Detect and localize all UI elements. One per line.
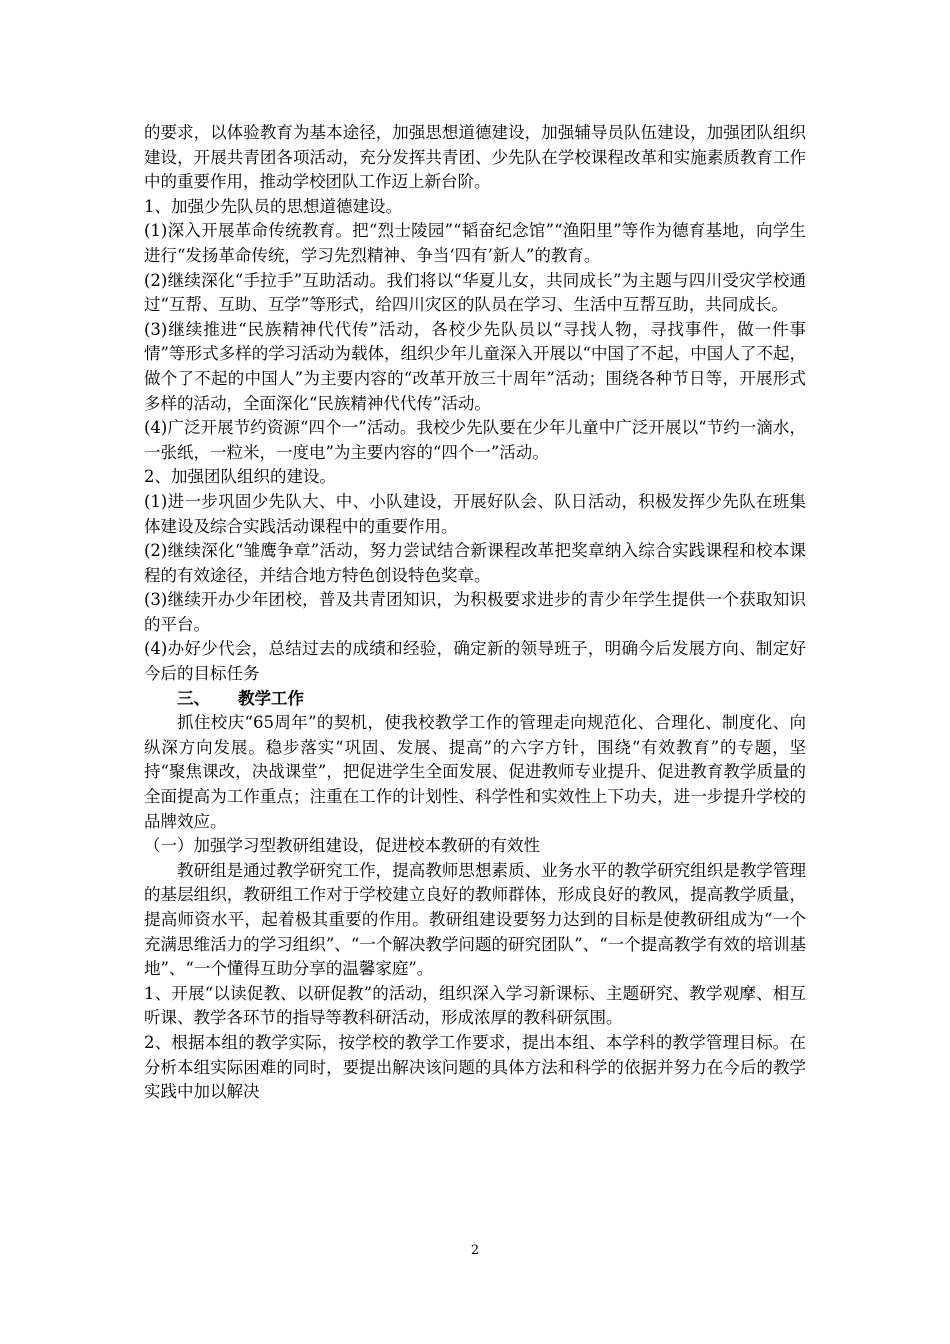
paragraph-teaching-intro: 抓住校庆“65周年”的契机，使我校教学工作的管理走向规范化、合理化、制度化、向纵深方向发展。稳步落实“巩固、发展、提高”的六字方针，围绕“有效教育”的专题，坚持“聚焦课改，决战课堂”，把促进学生全面发展、促进教师专业提升、促进教育教学质量的全面提高为工作重点；注重在工作的计划性、科学性和实效性上下功夫，进一步提升学校的品牌效应。 — [144, 713, 806, 831]
paragraph-intro: 的要求，以体验教育为基本途径，加强思想道德建设，加强辅导员队伍建设，加强团队组织建设，开展共青团各项活动，充分发挥共青团、少先队在学校课程改革和实施素质教育工作中的重要作用，推动学校团队工作迈上新台阶。 — [144, 123, 806, 192]
paragraph-item-1-4: (4)广泛开展节约资源“四个一”活动。我校少先队要在少年儿童中广泛开展以“节约一滴水，一张纸，一粒米，一度电”为主要内容的“四个一”活动。 — [144, 418, 806, 462]
subheading-research-group: （一）加强学习型教研组建设，促进校本教研的有效性 — [144, 836, 540, 856]
paragraph-item-1-1: (1)深入开展革命传统教育。把“烈士陵园”“韬奋纪念馆”“渔阳里”等作为德育基地，向学生进行“发扬革命传统，学习先烈精神、争当‘四有’新人”的教育。 — [144, 221, 806, 265]
paragraph-item-1-2: (2)继续深化“手拉手”互助活动。我们将以“华夏儿女，共同成长”为主题与四川受灾学校通过“互帮、互助、互学”等形式，给四川灾区的队员在学习、生活中互帮互助，共同成长。 — [144, 270, 806, 315]
paragraph-item-2-2: (2)继续深化“雏鹰争章”活动，努力尝试结合新课程改革把奖章纳入综合实践课程和校本课程的有效途径，并结合地方特色创设特色奖章。 — [144, 541, 806, 585]
document-body — [144, 121, 806, 1105]
section-number: 三、 — [177, 688, 210, 708]
paragraph-research-item-1: 1、开展“以读促教、以研促教”的活动，组织深入学习新课标、主题研究、教学观摩、相互听课、教学各环节的指导等教科研活动，形成浓厚的教科研氛围。 — [144, 983, 806, 1028]
heading-item-2: 2、加强团队组织的建设。 — [144, 467, 336, 487]
paragraph-research-item-2: 2、根据本组的教学实际，按学校的教学工作要求，提出本组、本学科的教学管理目标。在分析本组实际困难的同时，要提出解决该问题的具体方法和科学的依据并努力在今后的教学实践中加以解决 — [144, 1032, 806, 1102]
paragraph-item-1-3: (3)继续推进“民族精神代代传”活动，各校少先队员以“寻找人物，寻找事件，做一件事情”等形式多样的学习活动为载体，组织少年儿童深入开展以“中国了不起，中国人了不起，做个了不起的中国人”为主要内容的“改革开放三十周年”活动；围绕各种节日等，开展形式多样的活动，全面深化“民族精神代代传”活动。 — [144, 319, 806, 413]
paragraph-item-2-4: (4)办好少代会，总结过去的成绩和经验，确定新的领导班子，明确今后发展方向、制定好今后的目标任务 — [144, 639, 806, 684]
paragraph-research-group: 教研组是通过教学研究工作，提高教师思想素质、业务水平的教学研究组织是教学管理的基层组织，教研组工作对于学校建立良好的教师群体，形成良好的教风，提高教学质量，提高师资水平，起着极其重要的作用。教研组建设要努力达到的目标是使教研组成为“一个充满思维活力的学习组织”、“一个解决教学问题的研究团队”、“一个提高教学有效的培训基地”、“一个懂得互助分享的温馨家庭”。 — [144, 860, 806, 979]
page-number: 2 — [470, 1243, 480, 1258]
section-title: 教学工作 — [238, 688, 304, 708]
section-heading — [144, 687, 806, 712]
paragraph-item-2-3: (3)继续开办少年团校，普及共青团知识，为积极要求进步的青少年学生提供一个获取知识的平台。 — [144, 590, 806, 634]
paragraph-item-2-1: (1)进一步巩固少先队大、中、小队建设，开展好队会、队日活动，积极发挥少先队在班集体建设及综合实践活动课程中的重要作用。 — [144, 491, 806, 536]
heading-item-1: 1、加强少先队员的思想道德建设。 — [144, 196, 402, 216]
